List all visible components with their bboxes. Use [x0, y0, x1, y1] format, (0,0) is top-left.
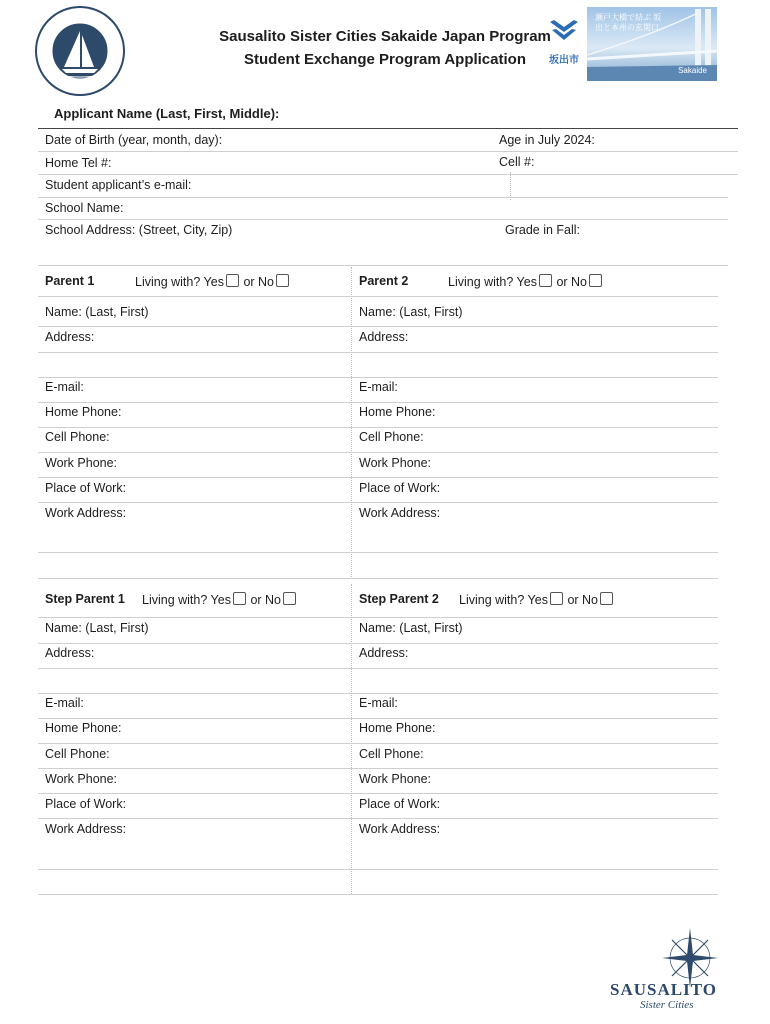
- divider: [38, 377, 718, 378]
- column-divider: [351, 267, 352, 577]
- footer-logo-subtitle: Sister Cities: [640, 999, 694, 1011]
- parent2-living-with: [448, 274, 603, 289]
- sp2-email-label: E-mail:: [359, 696, 398, 710]
- divider: [38, 502, 718, 503]
- sp2-home-phone-label: Home Phone:: [359, 721, 436, 735]
- divider: [38, 477, 718, 478]
- parent2-heading: Parent 2: [359, 274, 409, 288]
- sp1-place-of-work-label: Place of Work:: [45, 797, 127, 811]
- applicant-name-label: Applicant Name (Last, First, Middle):: [54, 106, 280, 121]
- step-parent1-living-with: [142, 592, 297, 607]
- sp2-address-label: Address:: [359, 646, 409, 660]
- living-with-text: Living with? Yes: [135, 275, 224, 289]
- sp2-work-address-label: Work Address:: [359, 822, 441, 836]
- cell-label: Cell #:: [499, 155, 535, 169]
- or-no-text: or No: [250, 593, 282, 607]
- sp1-address-label: Address:: [45, 646, 95, 660]
- yes-checkbox[interactable]: [550, 592, 563, 605]
- sakaide-logo: [548, 18, 580, 66]
- p1-work-phone-label: Work Phone:: [45, 456, 118, 470]
- divider: [38, 352, 718, 353]
- yes-checkbox[interactable]: [226, 274, 239, 287]
- divider: [38, 743, 718, 744]
- divider: [38, 326, 718, 327]
- p2-place-of-work-label: Place of Work:: [359, 481, 441, 495]
- age-label: Age in July 2024:: [499, 133, 595, 147]
- p2-work-address-label: Work Address:: [359, 506, 441, 520]
- bridge-photo-text: 瀬戸大橋で結ぶ 坂出と本州の玄関口: [595, 13, 662, 32]
- divider: [38, 452, 718, 453]
- divider: [38, 265, 728, 266]
- divider: [38, 197, 728, 198]
- column-divider: [351, 584, 352, 894]
- divider: [38, 219, 728, 220]
- applicant-name-line: [38, 128, 738, 129]
- p2-work-phone-label: Work Phone:: [359, 456, 432, 470]
- step-parent1-heading: Step Parent 1: [45, 592, 125, 606]
- no-checkbox[interactable]: [283, 592, 296, 605]
- divider: [38, 151, 738, 152]
- divider: [38, 552, 718, 553]
- divider: [38, 793, 718, 794]
- p1-email-label: E-mail:: [45, 380, 84, 394]
- yes-checkbox[interactable]: [233, 592, 246, 605]
- divider: [38, 427, 718, 428]
- parent1-heading: Parent 1: [45, 274, 95, 288]
- school-name-label: School Name:: [45, 201, 124, 215]
- footer-logo-name: SAUSALITO: [610, 980, 717, 999]
- divider: [38, 643, 718, 644]
- divider: [38, 578, 718, 579]
- p1-work-address-label: Work Address:: [45, 506, 127, 520]
- p2-home-phone-label: Home Phone:: [359, 405, 436, 419]
- divider: [38, 894, 718, 895]
- no-checkbox[interactable]: [600, 592, 613, 605]
- no-checkbox[interactable]: [589, 274, 602, 287]
- bridge-photo-caption: Sakaide: [678, 66, 707, 75]
- divider: [38, 174, 738, 175]
- compass-rose-icon: [658, 924, 722, 988]
- p1-place-of-work-label: Place of Work:: [45, 481, 127, 495]
- step-parent2-living-with: [459, 592, 614, 607]
- or-no-text: or No: [556, 275, 588, 289]
- or-no-text: or No: [567, 593, 599, 607]
- or-no-text: or No: [243, 275, 275, 289]
- p1-name-label: Name: (Last, First): [45, 305, 149, 319]
- home-tel-label: Home Tel #:: [45, 156, 112, 170]
- page-title-line2: Student Exchange Program Application: [244, 51, 526, 68]
- divider: [38, 617, 718, 618]
- sp1-work-phone-label: Work Phone:: [45, 772, 118, 786]
- p1-home-phone-label: Home Phone:: [45, 405, 122, 419]
- living-with-text: Living with? Yes: [448, 275, 537, 289]
- step-parent2-heading: Step Parent 2: [359, 592, 439, 606]
- p2-name-label: Name: (Last, First): [359, 305, 463, 319]
- p2-email-label: E-mail:: [359, 380, 398, 394]
- sp2-place-of-work-label: Place of Work:: [359, 797, 441, 811]
- sp2-name-label: Name: (Last, First): [359, 621, 463, 635]
- divider: [38, 402, 718, 403]
- parent1-living-with: [135, 274, 290, 289]
- dob-label: Date of Birth (year, month, day):: [45, 133, 223, 147]
- city-seal: [34, 5, 126, 97]
- page-title-line1: Sausalito Sister Cities Sakaide Japan Program: [219, 28, 551, 45]
- sp1-home-phone-label: Home Phone:: [45, 721, 122, 735]
- p1-address-label: Address:: [45, 330, 95, 344]
- p2-address-label: Address:: [359, 330, 409, 344]
- living-with-text: Living with? Yes: [142, 593, 231, 607]
- divider: [38, 768, 718, 769]
- bridge-photo: [587, 7, 717, 81]
- divider: [38, 869, 718, 870]
- divider: [38, 718, 718, 719]
- p2-cell-phone-label: Cell Phone:: [359, 430, 424, 444]
- living-with-text: Living with? Yes: [459, 593, 548, 607]
- divider: [38, 818, 718, 819]
- sakaide-logo-text: 坂出市: [549, 55, 579, 66]
- sp2-cell-phone-label: Cell Phone:: [359, 747, 424, 761]
- divider: [510, 172, 511, 200]
- divider: [38, 668, 718, 669]
- no-checkbox[interactable]: [276, 274, 289, 287]
- sp1-email-label: E-mail:: [45, 696, 84, 710]
- p1-cell-phone-label: Cell Phone:: [45, 430, 110, 444]
- sp1-name-label: Name: (Last, First): [45, 621, 149, 635]
- yes-checkbox[interactable]: [539, 274, 552, 287]
- grade-label: Grade in Fall:: [505, 223, 581, 237]
- school-address-label: School Address: (Street, City, Zip): [45, 223, 233, 237]
- divider: [38, 693, 718, 694]
- student-email-label: Student applicant’s e-mail:: [45, 178, 192, 192]
- sp1-work-address-label: Work Address:: [45, 822, 127, 836]
- sp1-cell-phone-label: Cell Phone:: [45, 747, 110, 761]
- sp2-work-phone-label: Work Phone:: [359, 772, 432, 786]
- divider: [38, 296, 718, 297]
